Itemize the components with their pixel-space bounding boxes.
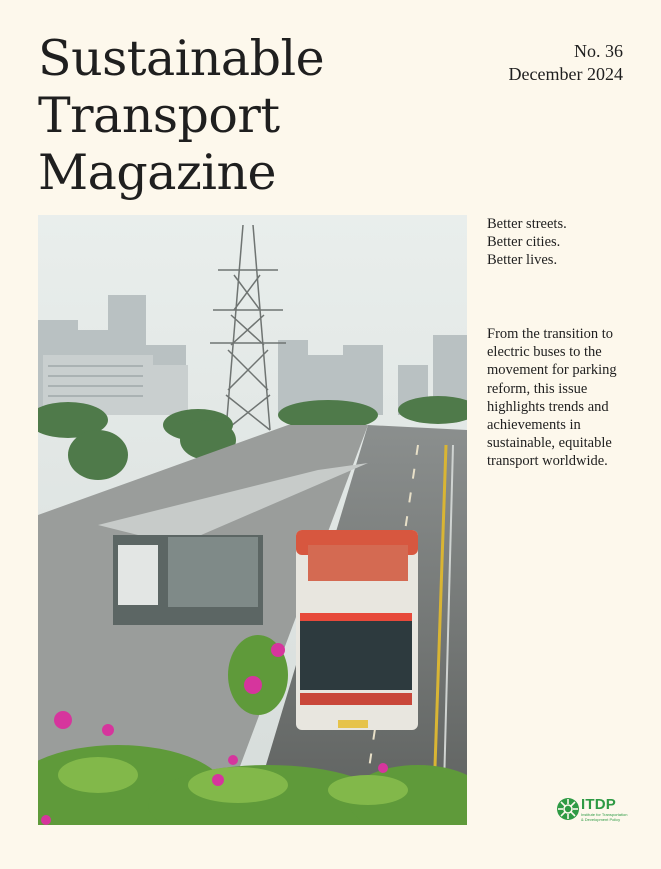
title-line: Magazine bbox=[38, 144, 277, 201]
cover-photo bbox=[38, 215, 467, 825]
itdp-logo-text: ITDP bbox=[581, 796, 616, 813]
tagline bbox=[487, 215, 567, 269]
title-line: Transport bbox=[38, 87, 280, 144]
magazine-title bbox=[38, 30, 324, 201]
itdp-logo-icon bbox=[556, 797, 580, 821]
itdp-logo bbox=[556, 797, 628, 825]
issue-date: December 2024 bbox=[508, 64, 623, 84]
itdp-logo-subtext: Institute for Transportation & Development Policy bbox=[581, 812, 628, 822]
cover-photo-illustration bbox=[38, 215, 467, 825]
issue-info bbox=[509, 40, 623, 86]
issue-blurb: From the transition to electric buses to the movement for parking reform, this issue highlights trends and achievements in sustainable, equitable transport worldwide. bbox=[487, 326, 617, 470]
issue-number: No. 36 bbox=[574, 41, 623, 61]
tagline-line: Better cities. bbox=[487, 234, 561, 250]
tagline-line: Better streets. bbox=[487, 216, 567, 232]
title-line: Sustainable bbox=[38, 30, 325, 87]
tagline-line: Better lives. bbox=[487, 252, 558, 268]
